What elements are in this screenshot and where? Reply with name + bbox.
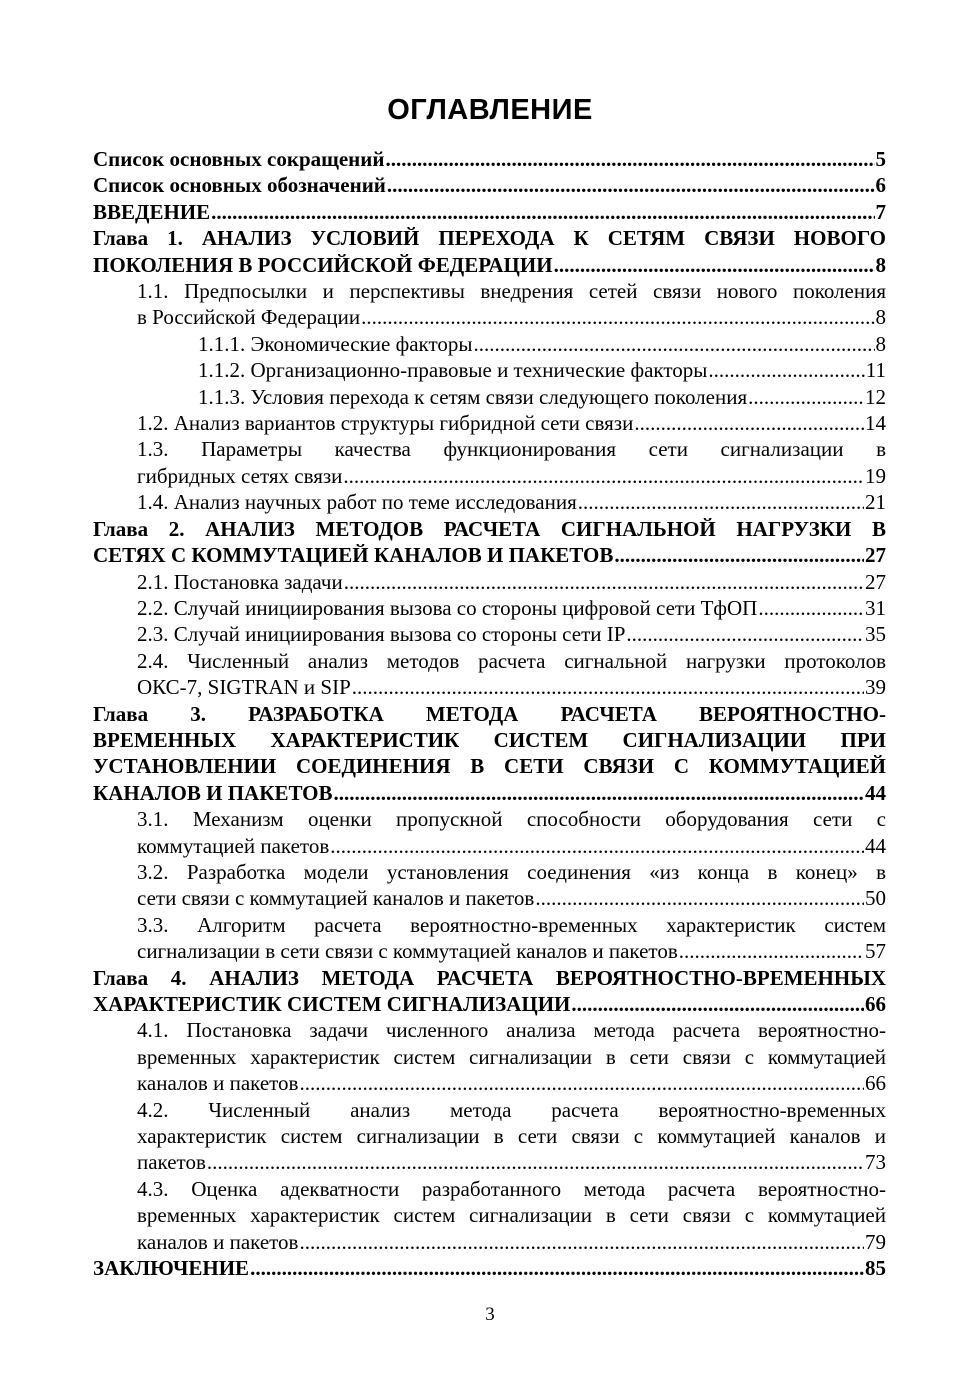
toc-entry-final-line	[93, 172, 886, 198]
toc-entry-final-line	[137, 489, 886, 515]
toc-entry-text-line: 2.4. Численный анализ методов расчета сигнальной нагрузки протоколов	[137, 648, 886, 673]
dot-leader	[207, 1149, 864, 1175]
toc-entry[interactable]	[93, 701, 886, 807]
toc-entry[interactable]	[93, 410, 886, 436]
dot-leader	[748, 384, 864, 410]
toc-entry-page-number: 44	[865, 780, 886, 805]
toc-entry-text-line: УСТАНОВЛЕНИИ СОЕДИНЕНИЯ В СЕТИ СВЯЗИ С КОММУТАЦИЕЙ	[93, 754, 886, 779]
toc-entry-page-number: 27	[865, 569, 886, 594]
toc-entry-title: 2.3. Случай инициирования вызова со стороны сети IP	[137, 622, 626, 647]
dot-leader	[385, 146, 874, 172]
toc-entry-title: 2.1. Постановка задачи	[137, 569, 343, 594]
dot-leader	[614, 542, 864, 568]
toc-entry[interactable]	[93, 331, 886, 357]
toc-entry[interactable]	[93, 199, 886, 225]
toc-entry-final-line	[93, 199, 886, 225]
toc-entry[interactable]	[93, 806, 886, 859]
toc-entry-title: коммутацией пакетов	[137, 833, 330, 858]
toc-entry-page-number: 11	[865, 358, 886, 383]
toc-entry[interactable]	[93, 648, 886, 701]
toc-entry-text-line: Глава 2. АНАЛИЗ МЕТОДОВ РАСЧЕТА СИГНАЛЬНОЙ НАГРУЗКИ В	[93, 516, 886, 541]
toc-entry-title: Список основных обозначений	[93, 173, 386, 198]
toc-entry-final-line	[137, 1229, 886, 1255]
toc-entry-page-number: 8	[875, 252, 886, 277]
toc-entry-final-line	[198, 331, 886, 357]
toc-entry[interactable]	[93, 1017, 886, 1096]
dot-leader	[758, 595, 864, 621]
toc-entry-title: 1.2. Анализ вариантов структуры гибридной сети связи	[137, 411, 634, 436]
toc-entry-page-number: 44	[865, 833, 886, 858]
toc-entry[interactable]	[93, 146, 886, 172]
toc-entry-text-line: временных характеристик систем сигнализации в сети связи с коммутацией	[137, 1203, 886, 1228]
toc-entry-text-line: 1.1. Предпосылки и перспективы внедрения сетей связи нового поколения	[137, 279, 886, 304]
toc-entry[interactable]	[93, 1097, 886, 1176]
toc-entry-text-line: 3.1. Механизм оценки пропускной способности оборудования сети с	[137, 807, 886, 832]
toc-entry-text-line: 3.2. Разработка модели установления соединения «из конца в конец» в	[137, 859, 886, 884]
toc-entry-page-number: 12	[865, 384, 886, 409]
toc-entry-final-line	[137, 1149, 886, 1175]
toc-entry-page-number: 50	[865, 886, 886, 911]
toc-entry-final-line	[137, 304, 886, 330]
toc-entry-title: сети связи с коммутацией каналов и пакетов	[137, 886, 535, 911]
toc-entry[interactable]	[93, 278, 886, 331]
toc-entry-title: 1.4. Анализ научных работ по теме исследования	[137, 490, 577, 515]
toc-entry-page-number: 19	[865, 463, 886, 488]
toc-entry-page-number: 31	[865, 595, 886, 620]
toc-entry-page-number: 79	[865, 1229, 886, 1254]
toc-entry[interactable]	[93, 1255, 886, 1281]
toc-entry-text-line: 4.1. Постановка задачи численного анализа метода расчета вероятностно-	[137, 1018, 886, 1043]
toc-entry[interactable]	[93, 965, 886, 1018]
toc-entry-text-line: характеристик систем сигнализации в сети связи с коммутацией каналов и	[137, 1124, 886, 1149]
toc-entry[interactable]	[93, 436, 886, 489]
toc-entry-page-number: 8	[875, 305, 886, 330]
toc-entry-title: ЗАКЛЮЧЕНИЕ	[93, 1256, 250, 1281]
toc-entry-title: 1.1.2. Организационно-правовые и технические факторы	[198, 358, 708, 383]
toc-entry-title: сигнализации в сети связи с коммутацией каналов и пакетов	[137, 939, 678, 964]
toc-entry-text-line: 4.2. Численный анализ метода расчета вероятностно-временных	[137, 1097, 886, 1122]
toc-entry-title: гибридных сетях связи	[137, 463, 343, 488]
toc-entry-page-number: 6	[875, 173, 886, 198]
toc-entry-title: 1.1.1. Экономические факторы	[198, 331, 473, 356]
dot-leader	[473, 331, 874, 357]
toc-entry-title: КАНАЛОВ И ПАКЕТОВ	[93, 780, 333, 805]
toc-entry-text-line: временных характеристик систем сигнализации в сети связи с коммутацией	[137, 1044, 886, 1069]
toc-entry-title: ХАРАКТЕРИСТИК СИСТЕМ СИГНАЛИЗАЦИИ	[93, 992, 571, 1016]
toc-entry-page-number: 66	[865, 1071, 886, 1096]
dot-leader	[343, 463, 864, 489]
toc-entry-page-number: 85	[865, 1256, 886, 1281]
toc-entry[interactable]	[93, 859, 886, 912]
toc-entry-final-line	[137, 410, 886, 436]
toc-entry-page-number: 7	[875, 199, 886, 224]
toc-entry-final-line	[137, 463, 886, 489]
toc-entry-text-line: Глава 1. АНАЛИЗ УСЛОВИЙ ПЕРЕХОДА К СЕТЯМ СВЯЗИ НОВОГО	[93, 226, 886, 251]
toc-entry-page-number: 35	[865, 622, 886, 647]
toc-entry-final-line	[198, 384, 886, 410]
toc-entry-final-line	[198, 357, 886, 383]
dot-leader	[626, 621, 864, 647]
dot-leader	[334, 780, 864, 806]
toc-entry-final-line	[93, 991, 886, 1017]
toc-entry-final-line	[93, 146, 886, 172]
toc-entry-final-line	[137, 569, 886, 595]
toc-entry-page-number: 73	[865, 1150, 886, 1175]
toc-entry-text-line: 1.3. Параметры качества функционирования сети сигнализации в	[137, 437, 886, 462]
dot-leader	[330, 833, 864, 859]
toc-entry-final-line	[93, 780, 886, 806]
toc-entry-final-line	[137, 1070, 886, 1096]
toc-entry-page-number: 39	[865, 675, 886, 700]
toc-entry-page-number: 27	[865, 543, 886, 568]
toc-entry-page-number: 66	[865, 992, 886, 1016]
toc-entry-page-number: 57	[865, 939, 886, 964]
toc-entry[interactable]	[93, 489, 886, 515]
toc-entry-text-line: 3.3. Алгоритм расчета вероятностно-временных характеристик систем	[137, 912, 886, 937]
toc-entry-final-line	[137, 674, 886, 700]
toc-entry[interactable]	[93, 225, 886, 278]
toc-entry-page-number: 5	[875, 147, 886, 171]
dot-leader	[211, 199, 874, 225]
toc-entry-title: ВВЕДЕНИЕ	[93, 199, 211, 224]
dot-leader	[299, 1070, 864, 1096]
toc-entry-final-line	[137, 885, 886, 911]
toc-entry-final-line	[137, 938, 886, 964]
toc-entry-text-line: ВРЕМЕННЫХ ХАРАКТЕРИСТИК СИСТЕМ СИГНАЛИЗАЦИИ ПРИ	[93, 727, 886, 752]
toc-entry-title: Список основных сокращений	[93, 147, 385, 171]
toc-entry-final-line	[93, 542, 886, 568]
toc-entry-text-line: Глава 4. АНАЛИЗ МЕТОДА РАСЧЕТА ВЕРОЯТНОСТНО-ВРЕМЕННЫХ	[93, 965, 886, 990]
dot-leader	[250, 1255, 864, 1281]
toc-entry-title: в Российской Федерации	[137, 305, 361, 330]
dot-leader	[708, 357, 864, 383]
toc-entry[interactable]	[93, 1176, 886, 1255]
toc-entry-final-line	[93, 252, 886, 278]
dot-leader	[571, 991, 864, 1017]
toc-entry[interactable]	[93, 569, 886, 595]
toc-entry-title: 1.1.3. Условия перехода к сетям связи следующего поколения	[198, 384, 748, 409]
toc-entry-title: каналов и пакетов	[137, 1071, 299, 1096]
page-number: 3	[485, 1304, 495, 1325]
dot-leader	[634, 410, 864, 436]
toc-entry[interactable]	[93, 172, 886, 198]
toc-entry-title: 2.2. Случай инициирования вызова со стороны цифровой сети ТфОП	[137, 595, 758, 620]
toc-entry-title: пакетов	[137, 1150, 206, 1175]
toc-entry-text-line: Глава 3. РАЗРАБОТКА МЕТОДА РАСЧЕТА ВЕРОЯТНОСТНО-	[93, 701, 886, 726]
dot-leader	[578, 489, 864, 515]
toc-entry-final-line	[93, 1255, 886, 1281]
toc-entry-title: ПОКОЛЕНИЯ В РОССИЙСКОЙ ФЕДЕРАЦИИ	[93, 252, 553, 277]
toc-entry-title: каналов и пакетов	[137, 1229, 299, 1254]
dot-leader	[344, 569, 864, 595]
toc-entry-text-line: 4.3. Оценка адекватности разработанного метода расчета вероятностно-	[137, 1176, 886, 1201]
toc-entry-title: ОКС-7, SIGTRAN и SIP	[137, 675, 351, 700]
toc-entry[interactable]	[93, 595, 886, 621]
toc-entry-final-line	[137, 621, 886, 647]
toc-entry-page-number: 21	[865, 490, 886, 515]
toc-entry-final-line	[137, 595, 886, 621]
dot-leader	[554, 252, 875, 278]
toc-entry-title: СЕТЯХ С КОММУТАЦИЕЙ КАНАЛОВ И ПАКЕТОВ	[93, 543, 614, 568]
dot-leader	[535, 885, 864, 911]
page-title: ОГЛАВЛЕНИЕ	[387, 94, 593, 126]
toc-entry[interactable]	[93, 357, 886, 383]
toc-entry-page-number: 8	[875, 331, 886, 356]
toc-entry-final-line	[137, 833, 886, 859]
toc-entry[interactable]	[93, 621, 886, 647]
toc-entry-page-number: 14	[865, 411, 886, 436]
table-of-contents	[93, 146, 886, 1281]
dot-leader	[361, 304, 874, 330]
dot-leader	[352, 674, 864, 700]
toc-entry[interactable]	[93, 516, 886, 569]
dot-leader	[387, 172, 875, 198]
toc-entry[interactable]	[93, 912, 886, 965]
dot-leader	[299, 1229, 864, 1255]
toc-entry[interactable]	[93, 384, 886, 410]
dot-leader	[679, 938, 864, 964]
